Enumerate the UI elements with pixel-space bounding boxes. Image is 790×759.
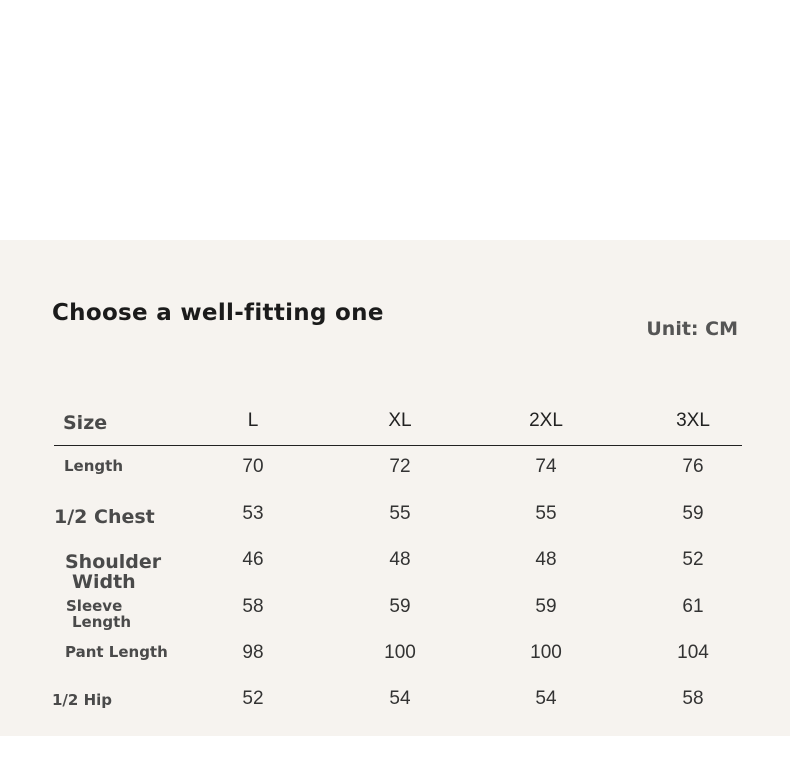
table-cell: 61	[682, 596, 704, 617]
row-label-shoulder-width: Shoulder Width	[65, 551, 162, 593]
table-cell: 98	[242, 642, 264, 663]
column-header-xl: XL	[388, 410, 412, 431]
table-cell: 58	[242, 596, 264, 617]
row-label-sleeve-length: Sleeve Length	[66, 597, 131, 631]
row-label-half-hip: 1/2 Hip	[52, 691, 113, 709]
table-cell: 59	[389, 596, 411, 617]
table-cell: 55	[389, 503, 411, 524]
table-cell: 59	[535, 596, 557, 617]
table-cell: 59	[682, 503, 704, 524]
table-cell: 52	[242, 688, 264, 709]
row-label-length: Length	[64, 457, 123, 475]
table-cell: 48	[535, 549, 557, 570]
table-cell: 46	[242, 549, 264, 570]
table-cell: 55	[535, 503, 557, 524]
row-label-half-chest: 1/2 Chest	[54, 506, 155, 528]
column-header-l: L	[247, 410, 259, 431]
table-cell: 70	[242, 456, 264, 477]
column-header-3xl: 3XL	[676, 410, 710, 431]
table-cell: 72	[389, 456, 411, 477]
table-cell: 104	[677, 642, 709, 663]
table-cell: 58	[682, 688, 704, 709]
unit-label: Unit: CM	[646, 318, 738, 340]
table-cell: 48	[389, 549, 411, 570]
table-cell: 52	[682, 549, 704, 570]
page-title: Choose a well-fitting one	[52, 300, 384, 326]
table-cell: 54	[389, 688, 411, 709]
table-cell: 100	[530, 642, 562, 663]
row-label-pant-length: Pant Length	[65, 643, 168, 661]
table-cell: 54	[535, 688, 557, 709]
header-divider	[54, 445, 742, 446]
table-cell: 74	[535, 456, 557, 477]
size-header-label: Size	[63, 412, 108, 434]
table-cell: 100	[384, 642, 416, 663]
table-cell: 53	[242, 503, 264, 524]
column-header-2xl: 2XL	[529, 410, 563, 431]
table-cell: 76	[682, 456, 704, 477]
